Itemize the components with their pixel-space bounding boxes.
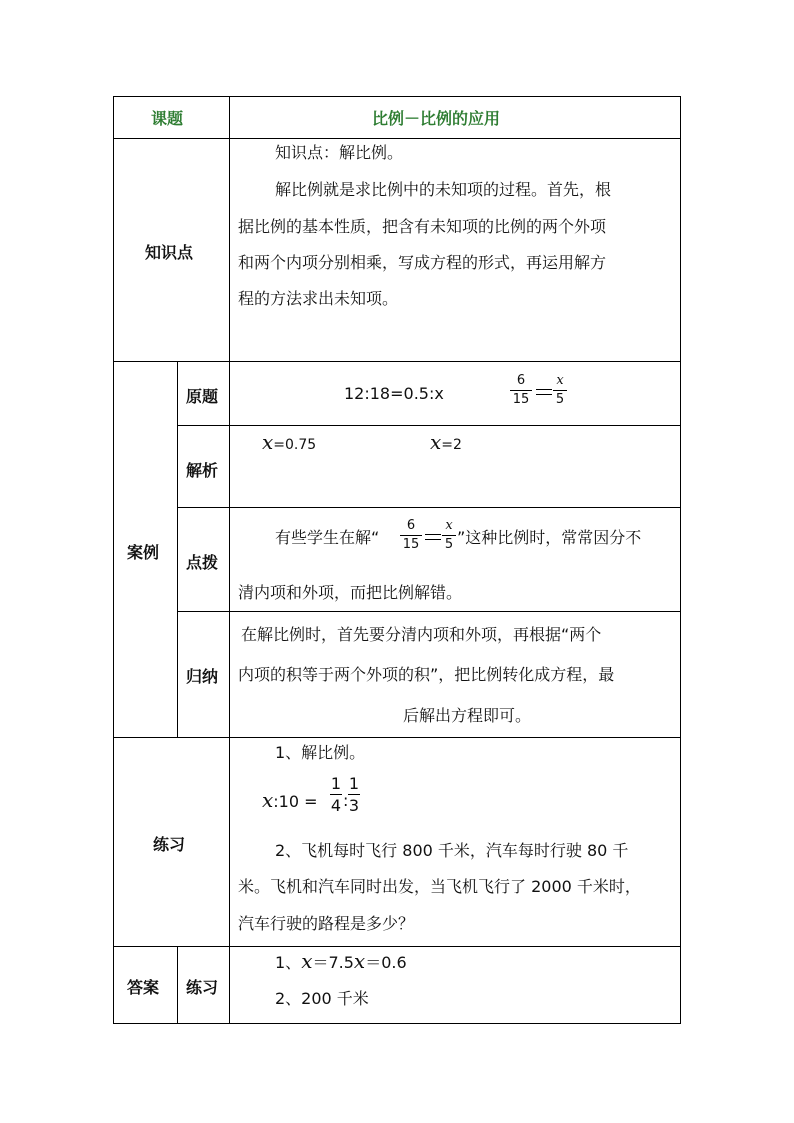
table-border-left xyxy=(113,96,114,1024)
variable-x: x xyxy=(430,430,442,454)
fraction-denominator: 3 xyxy=(348,796,360,815)
fraction-numerator: 6 xyxy=(406,518,416,533)
row-divider xyxy=(177,507,681,508)
fraction-numerator: 6 xyxy=(516,373,526,388)
summary-label: 归纳 xyxy=(186,667,219,686)
practice-q1-title: 1、解比例。 xyxy=(275,743,366,762)
equation-lhs: :10 = xyxy=(273,792,318,811)
knowledge-line: 和两个内项分别相乘，写成方程的形式，再运用解方 xyxy=(238,253,607,272)
knowledge-label: 知识点 xyxy=(145,243,194,262)
page-title: 比例－比例的应用 xyxy=(372,109,501,128)
equals-sign xyxy=(536,389,552,390)
fraction-numerator: x xyxy=(556,373,564,388)
fraction-numerator: 1 xyxy=(330,774,342,793)
answer-prefix: 1、 xyxy=(275,953,302,972)
knowledge-line: 据比例的基本性质，把含有未知项的比例的两个外项 xyxy=(238,217,607,236)
fraction-bar xyxy=(442,535,456,536)
fraction-x-5 xyxy=(442,519,456,552)
fraction-x-5 xyxy=(553,374,567,407)
fraction-1-4 xyxy=(330,775,342,814)
table-border-right xyxy=(680,96,681,1024)
answer-1 xyxy=(275,943,407,981)
equals-sign xyxy=(536,394,552,395)
answer-2: 2、200 千米 xyxy=(275,989,369,1008)
variable-x: x xyxy=(262,788,274,812)
table-border-top xyxy=(113,96,681,97)
analysis-answer-1 xyxy=(262,424,316,464)
row-divider xyxy=(177,425,681,426)
fraction-1-3 xyxy=(348,775,360,814)
fraction-bar xyxy=(553,390,567,391)
fraction-denominator: 15 xyxy=(512,392,530,407)
practice-q2-line: 2、飞机每时飞行 800 千米，汽车每时行驶 80 千 xyxy=(275,841,629,860)
practice-q1-equation xyxy=(262,782,318,820)
equals-sign xyxy=(425,534,441,535)
colon: : xyxy=(343,791,349,810)
row-divider xyxy=(177,611,681,612)
variable-x: x xyxy=(262,430,274,454)
variable-x: x xyxy=(301,949,313,973)
column-divider xyxy=(177,946,178,1024)
variable-x: x xyxy=(353,949,366,973)
fraction-denominator: 15 xyxy=(402,537,420,552)
tips-post: ”这种比例时，常常因分不 xyxy=(457,528,642,547)
knowledge-line: 解比例就是求比例中的未知项的过程。首先，根 xyxy=(275,180,612,199)
tips-label: 点拨 xyxy=(186,553,219,572)
answer-sub-label: 练习 xyxy=(186,978,219,997)
original-label: 原题 xyxy=(186,387,219,406)
practice-q2-line: 汽车行驶的路程是多少？ xyxy=(238,914,415,933)
fraction-bar xyxy=(400,535,422,536)
answer-value: ＝7.5 xyxy=(312,953,354,972)
knowledge-line: 知识点：解比例。 xyxy=(275,143,404,162)
tips-pre: 有些学生在解“ xyxy=(275,528,380,547)
row-divider xyxy=(113,361,681,362)
fraction-6-15 xyxy=(400,519,422,552)
answer-value: ＝0.6 xyxy=(365,953,407,972)
tips-line-2: 清内项和外项，而把比例解错。 xyxy=(238,583,463,602)
header-label: 课题 xyxy=(151,109,184,128)
practice-label: 练习 xyxy=(153,835,186,854)
fraction-bar xyxy=(510,390,532,391)
equals-sign xyxy=(425,539,441,540)
answer-value: =0.75 xyxy=(273,437,317,453)
fraction-bar xyxy=(330,794,342,795)
table-border-bottom xyxy=(113,1023,681,1024)
fraction-numerator: 1 xyxy=(348,774,360,793)
summary-line: 后解出方程即可。 xyxy=(403,706,532,725)
fraction-bar xyxy=(348,794,360,795)
column-divider xyxy=(177,361,178,738)
analysis-answer-2 xyxy=(430,424,462,464)
knowledge-line: 程的方法求出未知项。 xyxy=(238,289,399,308)
fraction-denominator: 4 xyxy=(330,796,342,815)
answer-value: =2 xyxy=(441,437,462,453)
original-equation: 12:18=0.5:x xyxy=(344,384,444,403)
summary-line: 内项的积等于两个外项的积”，把比例转化成方程，最 xyxy=(238,665,615,684)
fraction-denominator: 5 xyxy=(444,537,454,552)
answer-label: 答案 xyxy=(127,978,160,997)
column-divider xyxy=(229,96,230,1024)
analysis-label: 解析 xyxy=(186,461,219,480)
fraction-6-15 xyxy=(510,374,532,407)
fraction-denominator: 5 xyxy=(555,392,565,407)
fraction-numerator: x xyxy=(445,518,453,533)
practice-q2-line: 米。飞机和汽车同时出发，当飞机飞行了 2000 千米时， xyxy=(238,877,641,896)
summary-line: 在解比例时，首先要分清内项和外项，再根据“两个 xyxy=(241,625,602,644)
row-divider xyxy=(113,737,681,738)
example-label: 案例 xyxy=(127,543,160,562)
